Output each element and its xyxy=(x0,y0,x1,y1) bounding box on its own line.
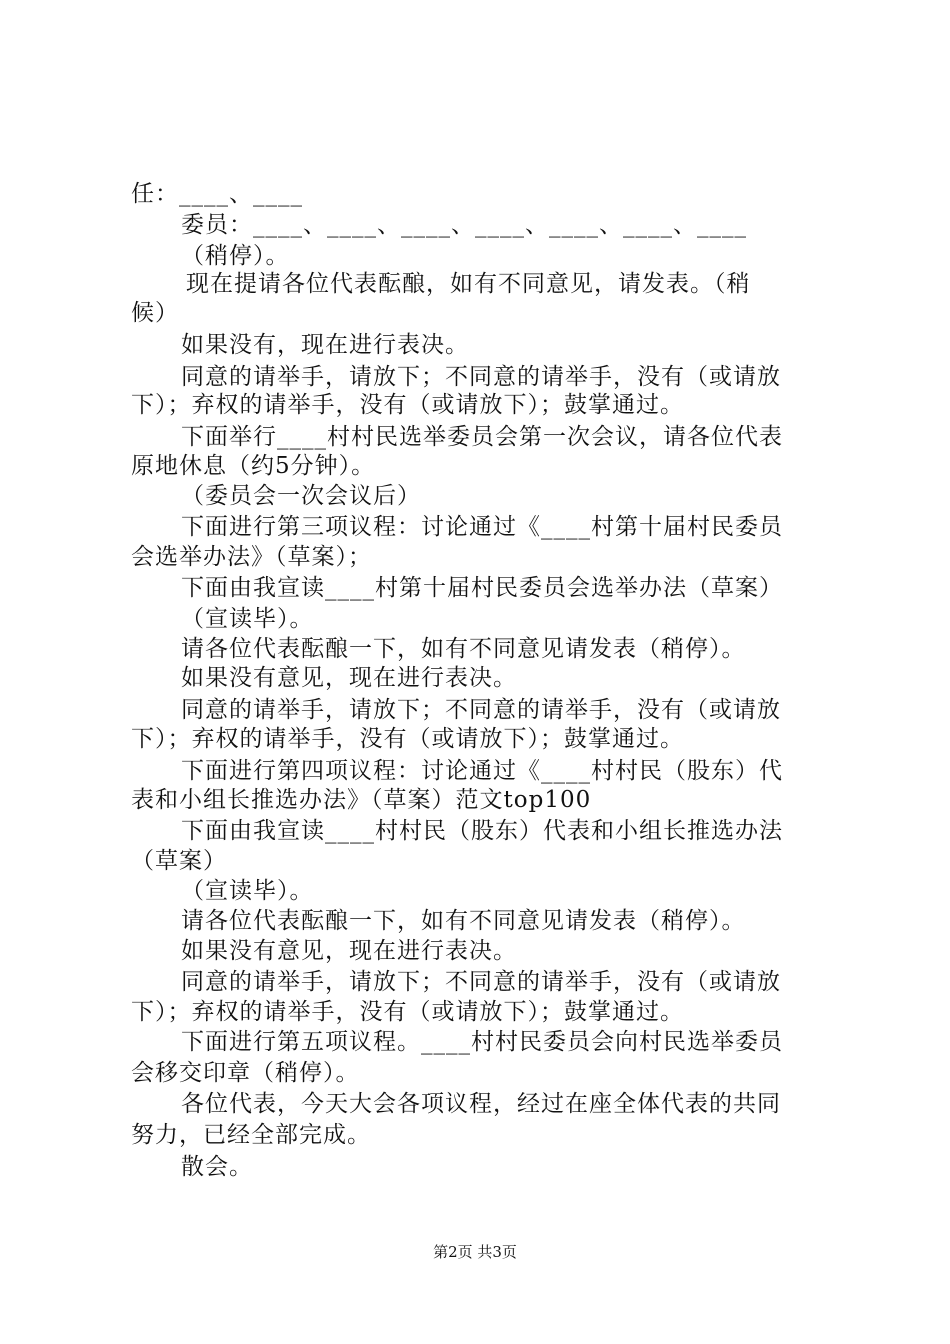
text-line: 会移交印章（稍停）。 xyxy=(131,1060,360,1086)
text-line: 下面进行第四项议程：讨论通过《____村村民（股东）代 xyxy=(181,758,783,784)
text-line: 如果没有意见，现在进行表决。 xyxy=(181,938,517,964)
text-line: （草案） xyxy=(131,848,227,874)
text-line: 如果没有，现在进行表决。 xyxy=(181,332,469,358)
text-line: 同意的请举手，请放下；不同意的请举手，没有（或请放 xyxy=(181,697,781,723)
text-line: 同意的请举手，请放下；不同意的请举手，没有（或请放 xyxy=(181,969,781,995)
text-line: 候） xyxy=(131,300,179,326)
text-line: 下面进行第五项议程。____村村民委员会向村民选举委员 xyxy=(181,1029,783,1055)
text-line: 请各位代表酝酿一下，如有不同意见请发表（稍停）。 xyxy=(181,636,746,662)
text-line: 各位代表，今天大会各项议程，经过在座全体代表的共同 xyxy=(181,1091,781,1117)
text-line: 原地休息（约5分钟）。 xyxy=(131,453,376,479)
text-line: 表和小组长推选办法》（草案）范文top100 xyxy=(131,787,592,813)
text-line: 会选举办法》（草案）； xyxy=(131,544,372,570)
text-line: 如果没有意见，现在进行表决。 xyxy=(181,665,517,691)
text-line: 现在提请各位代表酝酿，如有不同意见，请发表。（稍 xyxy=(186,271,751,297)
text-line: 下面举行____村村民选举委员会第一次会议，请各位代表 xyxy=(181,424,783,450)
text-line: 请各位代表酝酿一下，如有不同意见请发表（稍停）。 xyxy=(181,908,746,934)
text-line: 下面由我宣读____村第十届村民委员会选举办法（草案） xyxy=(181,575,783,601)
text-line: 下）；弃权的请举手，没有（或请放下）；鼓掌通过。 xyxy=(131,999,684,1025)
text-line: 委员：____、____、____、____、____、____、____ xyxy=(181,212,747,238)
text-line: 努力，已经全部完成。 xyxy=(131,1122,371,1148)
text-line: 下）；弃权的请举手，没有（或请放下）；鼓掌通过。 xyxy=(131,392,684,418)
text-line: （宣读毕）。 xyxy=(181,878,314,904)
text-line: 同意的请举手，请放下；不同意的请举手，没有（或请放 xyxy=(181,364,781,390)
text-line: 任：____、____ xyxy=(131,181,303,207)
text-line: 下面由我宣读____村村民（股东）代表和小组长推选办法 xyxy=(181,818,783,844)
text-line: 下）；弃权的请举手，没有（或请放下）；鼓掌通过。 xyxy=(131,726,684,752)
text-line: 下面进行第三项议程：讨论通过《____村第十届村民委员 xyxy=(181,514,783,540)
text-line: 散会。 xyxy=(181,1154,253,1180)
page-number: 第2页 共3页 xyxy=(433,1243,517,1261)
text-line: （委员会一次会议后） xyxy=(181,483,421,509)
text-line: （宣读毕）。 xyxy=(181,606,314,632)
text-line: （稍停）。 xyxy=(181,243,290,269)
